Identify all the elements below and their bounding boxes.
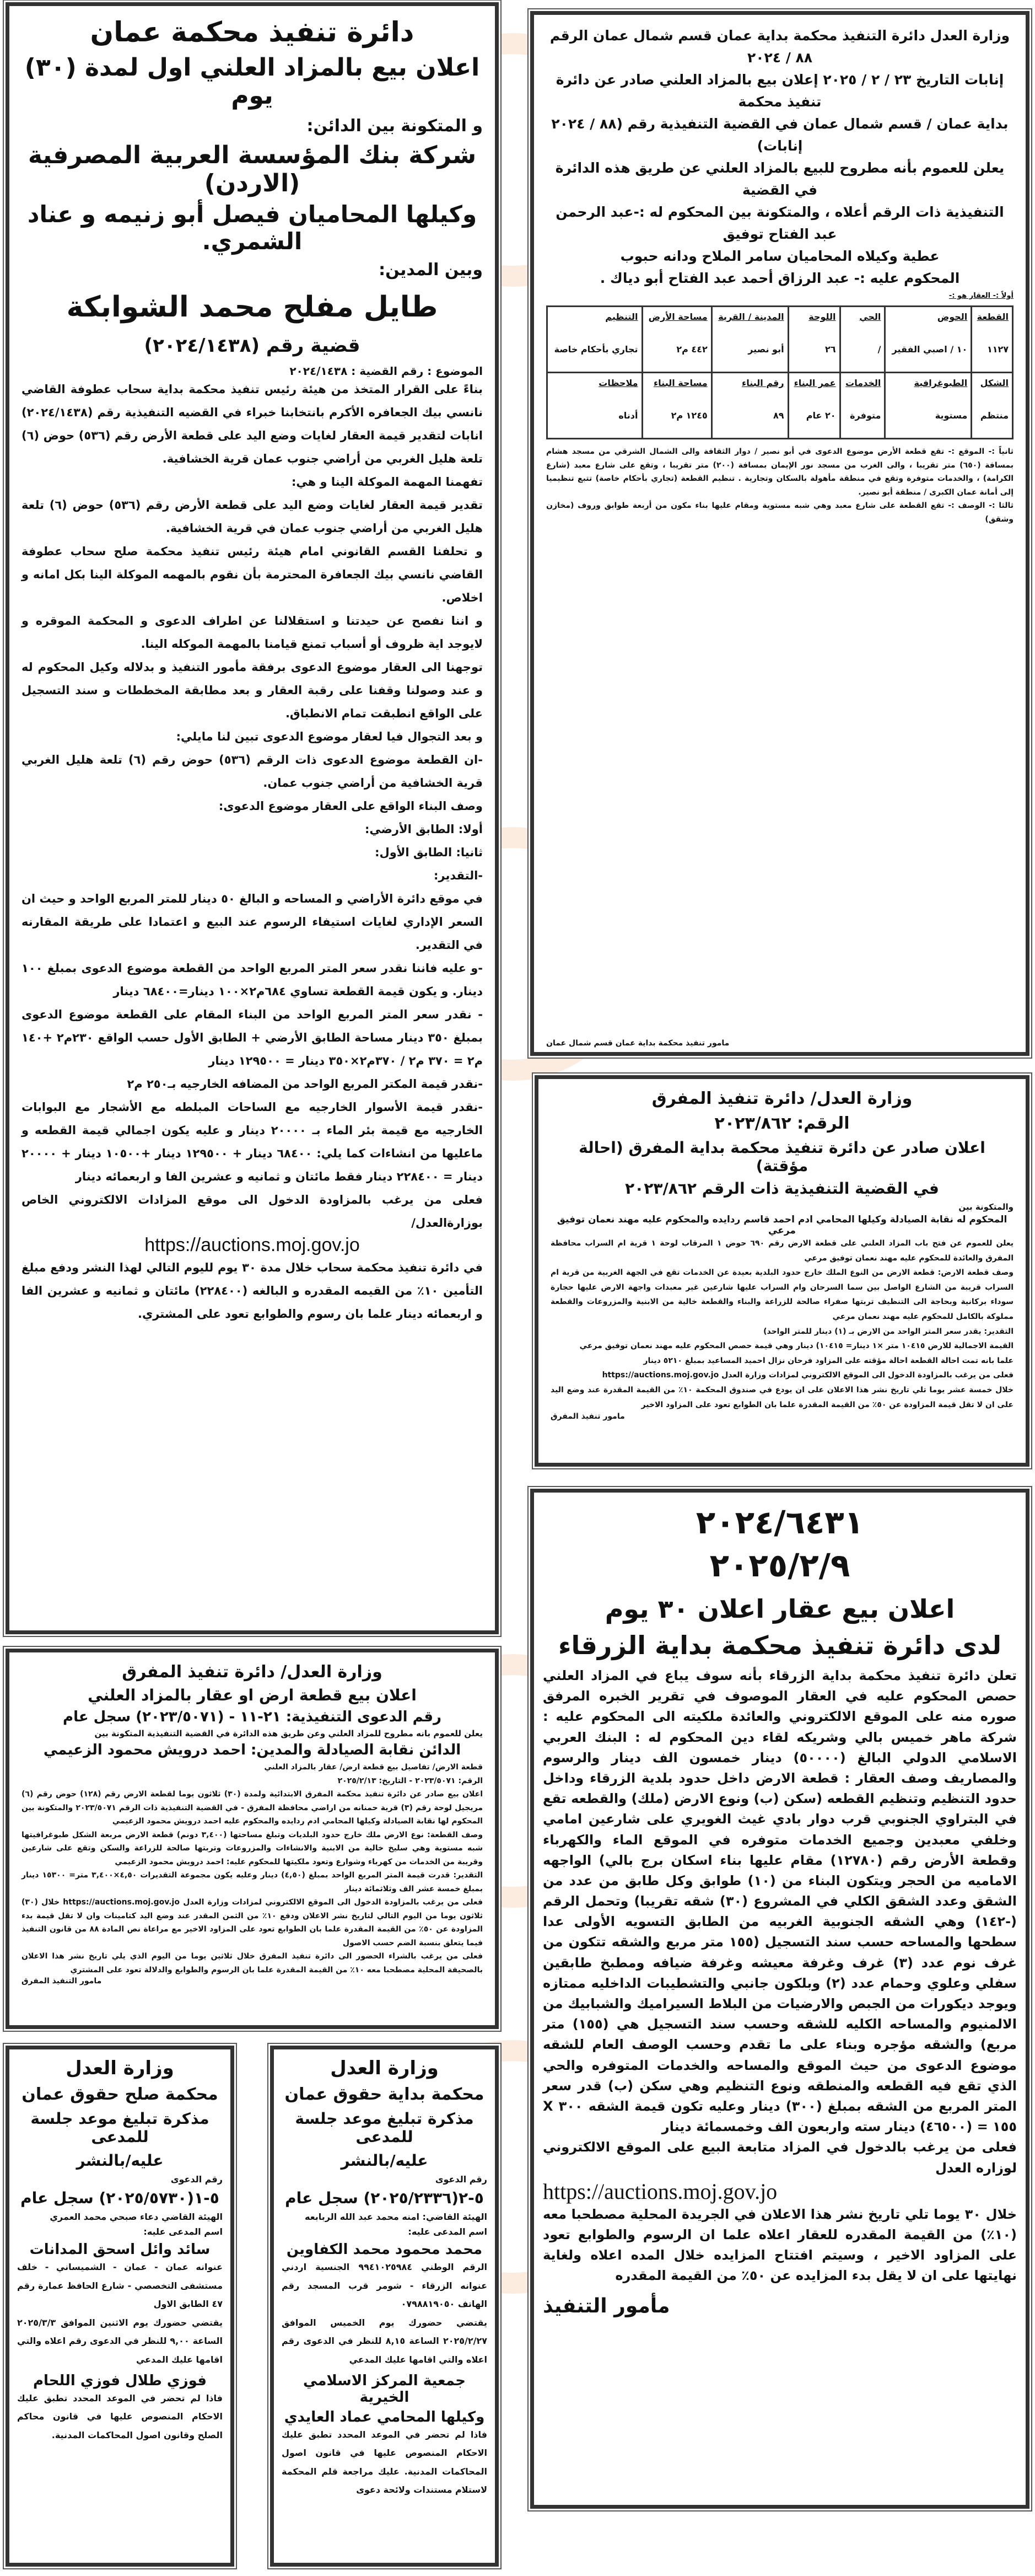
summons-type: مذكرة تبليغ موعد جلسة للمدعى xyxy=(295,2110,474,2146)
mafraq-862-notice xyxy=(535,1075,1029,1467)
body-paragraph: أولا: الطابق الأرضي: xyxy=(364,823,483,836)
notice-subtitle: في القضية التنفيذية ذات الرقم ٢٠٢٣/٨٦٢ xyxy=(625,1179,939,1198)
between-label: والمتكونة بين xyxy=(958,1202,1014,1212)
signature: مأمور التنفيذ xyxy=(543,2295,670,2318)
table-cell xyxy=(885,307,972,373)
summons-first-instance xyxy=(270,2046,499,2567)
table-row xyxy=(547,307,1013,373)
ministry: وزارة العدل xyxy=(330,2057,439,2079)
table-cell xyxy=(885,373,972,439)
intro-text: يعلن للعموم بانه مطروح للمزاد العلني وعن طريق هذه الدائرة في القضية التنفيذية المتكونة بين xyxy=(94,1729,483,1738)
column-header: مساحة البناء xyxy=(653,378,708,388)
cell-value: ١٠ / اصبي الفقير xyxy=(892,344,968,355)
cell-value: / xyxy=(877,344,881,355)
notice-title: وزارة العدل/ دائرة تنفيذ المفرق xyxy=(651,1089,913,1108)
column-header: الطبوغرافية xyxy=(914,378,968,388)
body-paragraph: و بعد التجوال فيا لعقار موضوع الدعوى تبين لنا مايلي: xyxy=(176,730,483,743)
heading-line: إنابات التاريخ ٢٣ / ٢ / ٢٠٢٥ إعلان بيع بالمزاد العلني صادر عن دائرة تنفيذ محكمة xyxy=(556,72,1004,110)
body-paragraph: تفهمنا المهمة الموكلة الينا و هي: xyxy=(291,475,483,489)
auction-url-link[interactable]: https://auctions.moj.gov.jo xyxy=(144,1235,360,1255)
table-cell xyxy=(547,307,643,373)
column-header: رقم البناء xyxy=(742,378,784,388)
body-paragraph: خلال خمسة عشر يوما تلي تاريخ نشر هذا الاعلان على ان يودع في صندوق المحكمة ١٠٪ من القيمة المقدرة عند وضع اليد على ان لا تقل قيمة المزاودة عن ٥٠٪ من القيمة المقدرة علما بان الطوابع تعود على المزاود الاخير xyxy=(551,1385,1014,1409)
auction-url-link[interactable]: https://auctions.moj.gov.jo xyxy=(543,2178,778,2204)
table-cell xyxy=(788,307,840,373)
column-header: اللوحة xyxy=(808,312,836,322)
summons-type: عليه/بالنشر xyxy=(76,2151,164,2170)
defendant-label: اسم المدعى عليه: xyxy=(408,2226,487,2237)
plaintiff-name: فوزي طلال فوزي اللحام xyxy=(33,2372,207,2389)
cell-value: متوفرة xyxy=(850,410,881,421)
summons-magistrate xyxy=(6,2046,234,2567)
column-header: عمر البناء xyxy=(794,378,836,388)
body-paragraph-list xyxy=(21,378,483,1235)
cell-value: أبو نصير xyxy=(748,344,784,355)
notice-subtitle: اعلان بيع بالمزاد العلني اول لمدة (٣٠) يوم xyxy=(24,53,480,110)
warning-text: فاذا لم تحضر في الموعد المحدد تطبق عليك الاحكام المنصوص عليها في قانون اصول المحاكمات المدنية. عليك مراجعة قلم المحكمة لاستلام مستندات ولائحة دعوى xyxy=(282,2429,487,2496)
summons-type: مذكرة تبليغ موعد جلسة للمدعى xyxy=(30,2110,209,2146)
column-header: الشكل xyxy=(980,378,1009,388)
body-paragraph: وصف القطعة: نوع الارض ملك خارج حدود البلديات وتبلغ مساحتها (٣,٤٠٠ دونم) قطعة الارض مربعة الشكل طبوغرافيتها شبه مستوية وهي سليخ خالية من الابنية والانشاءات والمزروعات وتربتها صالحة للزراعة والسكن وتقع على شارعين وقريبة من الخدمات من كهرباء وشوارع وتعود ملكيتها للمحكوم عليه: احمد درويش محمود الزعيمي xyxy=(21,1830,483,1866)
cell-value: منتظم xyxy=(980,410,1009,421)
judge: الهيئة القاضي: امنه محمد عبد الله الربابعه xyxy=(305,2212,487,2222)
debtor-label: وبين المدين: xyxy=(379,260,483,280)
subject-line: الموضوع : رقم القضية : ٢٠٢٤/١٤٣٨ xyxy=(289,364,483,378)
creditor-name: شركة بنك المؤسسة العربية المصرفية (الاردن) xyxy=(28,141,477,197)
parties: الدائن نقابة الصيادلة والمدين: احمد درويش محمود الزعيمي xyxy=(43,1742,461,1758)
case-number: ٢٠٢٤/٦٤٣١ xyxy=(696,1504,864,1541)
signature: مامور التنفيذ المفرق xyxy=(21,1977,102,1985)
closing-paragraph: خلال ٣٠ يوما تلي تاريخ نشر هذا الاعلان في الجريدة المحلية مصطحبا معه (١٠٪) من القيمة المقدره للعقار اعلاه علما ان الرسوم والطوابع تعود على المزاود الاخير ، وسيتم افتتاح المزايده خلال المده اعلاه ولغاية نهايتها على ان لا يقل بدء المزايده عن ٥٠٪ من القيمة المقدره xyxy=(543,2206,1017,2284)
case-label: رقم الدعوى xyxy=(170,2174,223,2185)
cell-value: ٢٠ عام xyxy=(806,410,836,421)
defendant-label: اسم المدعى عليه: xyxy=(143,2226,223,2237)
body-paragraph: ثانيا: الطابق الأول: xyxy=(375,846,483,859)
notice-number: الرقم: ٢٠٢٣/٨٦٢ xyxy=(714,1114,850,1133)
cell-value: ١١٢٧ xyxy=(987,344,1009,355)
mafraq-5071-notice xyxy=(6,1649,499,2029)
table-cell xyxy=(788,373,840,439)
table-cell xyxy=(972,373,1013,439)
body-paragraph: يعلن للعموم عن فتح باب المزاد العلني على قطعة الارض رقم ٦٩٠ حوض ١ المرقاب لوحة ١ قرية ام السراب محافظة المفرق والعائدة للمحكوم عليه مهند نعمان توفيق مرعي xyxy=(551,1239,1014,1263)
table-cell xyxy=(972,307,1013,373)
cell-value: ١٢٤٥ م٢ xyxy=(671,410,708,421)
case-number: رقم الدعوى التنفيذية: ٢١-١١ - (٢٠٢٣/٥٠٧١) سجل عام xyxy=(63,1709,441,1725)
heading-line: التنفيذية ذات الرقم أعلاه ، والمتكونة بين المحكوم له :-عبد الرحمن عبد الفتاح توفيق xyxy=(556,204,1004,242)
court-name: محكمة صلح حقوق عمان xyxy=(21,2085,218,2104)
heading-line: وزارة العدل دائرة التنفيذ محكمة بداية عمان قسم شمال عمان الرقم ٨٨ / ٢٠٢٤ xyxy=(549,28,1010,66)
body-paragraph: توجهنا الى العقار موضوع الدعوى برفقة مأمور التنفيذ و بدلاله وكيل المحكوم له و عند وصولنا وقفنا على رقبة العقار و بعد مطابقة المخططات و سند التسجيل على الواقع انطبقت تمام الانطباق. xyxy=(21,661,483,720)
case-number: قضية رقم (٢٠٢٤/١٤٣٨) xyxy=(144,335,360,357)
heading-line: عطية وكيلاه المحاميان سامر الملاح ودانه حبوب xyxy=(620,248,940,264)
notice-subtitle: اعلان بيع قطعة ارض او عقار بالمزاد العلني xyxy=(88,1686,417,1704)
judge: الهيئة القاضي دعاء صبحي محمد العمري xyxy=(50,2212,223,2222)
notice-title: دائرة تنفيذ محكمة عمان xyxy=(90,16,414,48)
body-paragraph: بناءً على القرار المتخذ من هيئة رئيس تنفيذ محكمة بداية سحاب عطوفة القاضي نانسي بيك الجعافره الأكرم بانتخابنا خبراء في القضيه التنفيذية رقم (٢٠٢٤/١٤٣٨) انابات لتقدير قيمة العقار لغايات وضع اليد على قطعة الأرض رقم (٥٣٦) حوض (٦) تلعة هليل الغربي من أراضي جنوب عمان قرية الخشافية. xyxy=(21,383,483,465)
heading-line: المحكوم عليه :- عبد الرزاق أحمد عبد الفتاح أبو دياك . xyxy=(600,270,960,286)
notice-subtitle: لدى دائرة تنفيذ محكمة بداية الزرقاء xyxy=(558,1630,1001,1660)
body-paragraph: في موقع دائرة الأراضي و المساحه و البالغ ٥٠ دينار للمتر المربع الواحد و حيث ان السعر الإداري لغايات استيفاء الرسوم عند البيع و اعتمادا على طريقة المقارنه في التقدير. xyxy=(21,892,483,952)
table-cell xyxy=(547,373,643,439)
zarqa-auction-notice xyxy=(530,1489,1029,2509)
body-paragraph-list xyxy=(551,1236,1014,1412)
defendant-name: سائد وائل اسحق المدانات xyxy=(29,2241,211,2258)
body-paragraph: ثانياً :- الموقع :- تقع قطعة الأرض موضوع الدعوى في أبو نصير / دوار الثقافة والى الشمال الشرقي من مسجد هشام بمسافة (٦٥٠) متر تقريبا ، والى الغرب من مسجد نور الإيمان بمسافة (٢٠٠) متر تقريبا ، وتقع على شارع معبد (شارع الكرامة) ، والخدمات متوفرة وتقع في منطقة مأهولة بالسكان وتجارية . تنظيم القطعة (تجاري بأحكام خاصة) تتبع تنظيميا إلى أمانة عمان الكبرى / منطقة أبو نصير. xyxy=(546,447,1014,497)
closing-paragraph: في دائرة تنفيذ محكمة سحاب خلال مدة ٣٠ يوم لليوم التالي لهذا النشر ودفع مبلغ التأمين ١٠٪ من القيمه المقدره و البالغه (٢٢٨٤٠٠) مائتان و ثمانيه و عشرين الفا و اربعمائه دينار علما بان رسوم والطوابع تعود على المشتري. xyxy=(21,1261,483,1321)
body-paragraph: و تحلفنا القسم القانوني امام هيئة رئيس تنفيذ محكمة صلح سحاب عطوفة القاضي نانسي بيك الجعافرة المحترمة بأن نقوم بالمهمه الموكلة الينا بكل امانه و اخلاص. xyxy=(21,545,483,604)
body-paragraph: فعلى من يرغب بالمزاودة الدخول الى الموقع الالكتروني لمزادات وزارة العدل https://auctions.moj.gov.jo خلال (٣٠) ثلاثون يوما من اليوم التالي لتاريخ نشر الاعلان ودفع ١٠٪ من الثمن المقدر عند وضع اليد كتامينات وان لا تقل قيمة بدء المزاودة عن ٥٠٪ من القيمة المقدرة علما بان الطوابع تعود على المزاود الاخير مع مراعاة نص المادة ٨٨ من قانون التنفيذ فيما يتعلق بنسبة الضم حسب الاصول xyxy=(21,1898,483,1947)
creditor-agents: وكيلها المحاميان فيصل أبو زنيمه و عناد الشمري. xyxy=(27,201,477,255)
body-paragraph: علما بانه تمت احالة القطعة احالة مؤقته على المزاود فرحان نزال احميد المساعيد بمبلغ ٥٢١٠ دينار xyxy=(643,1356,1014,1365)
cell-value: ٨٩ xyxy=(773,410,784,421)
body-paragraph: -التقدير: xyxy=(434,869,483,882)
body-paragraph: - نقدر سعر المتر المربع الواحد من البناء المقام على القطعة موضوع الدعوى بمبلغ ٣٥٠ دينار مساحة الطابق الأرضي + الطابق الأول حسب الواقع ٢٣٠م٢ +١٤٠ م٢ = ٣٧٠ م٢ / ٣٧٠م٢×٣٥٠ دينار = ١٢٩٥٠٠ دينار xyxy=(21,1008,483,1067)
table-cell xyxy=(840,373,885,439)
body-paragraph: تعلن دائرة تنفيذ محكمة بداية الزرقاء بأنه سوف يباع في المزاد العلني حصص المحكوم عليه في العقار الموصوف في تقرير الخبره المرفق صوره منه على الموقع الالكتروني والعائدة ملكيته الى المحكوم عليه : شركة ماهر خميس بالي وشريكه لقاء دين المحكوم له : البنك العربي الاسلامي الدولي البالغ (٥٠٠٠٠) دينار خمسون الف دينار والرسوم والمصاريف وصف العقار : قطعة الارض داخل حدود بلدية الزرقاء وداخل حدود التنظيم وتنظيم القطعه (سكن (ب) ونوع الارض (ملك) والقطعه تقع في البتراوي الجنوبي قرب دوار بادي غيث الغويري على شارعين امامي وخلفي معبدين وجميع الخدمات متوفره في الموقع الماء والكهرباء وقطعة الأرض رقم (١٢٧٨٠) مقام عليها بناء اسكان برج بالي) الواجهه الاماميه من الحجر ويتكون البناء من (١٠) طوابق وكل طابق من عدد من الشقق وعدد الشقق الكلي في المشروع (٣٠) شقه تقريبا) وتحمل الرقم (-١٤٢) وهي الشقه الجنوبية الغربيه من الطابق التسويه الأولى عدا سطحها والمساحه حسب سند التسجيل (١٥٥ متر مربع والشقه تتكون من غرف نوم عدد (٣) غرف وغرفة معيشه وغرفة ضيافه ومطبخ طابقين سفلي وعلوي وحمام عدد (٢) وبلكون جانبي والتشطيبات الداخليه ممتازه ويوجد ديكورات من الجبص والارضيات من البلاط السيراميك والشبابيك من الالمنيوم والمساحه الكليه للشقه وحسب سند التسجيل هي (١٥٥) متر مربع) والشقه مؤجره وبناء على ما تقدم وحسب الوصف العام للشقه موضوع الدعوى من حيث الموقع والمساحه والخدمات المتوفره والحي الذي تقع فيه القطعه والمنطقه ونوع التنظيم وهي سكن (ب) قدر سعر المتر المربع من الشقه بمبلغ (٣٠٠) دينار وعليه تكون قيمة الشقه ٣٠٠ X ١٥٥ = (٤٦٥٠٠) دينار سته واربعون الف وخمسمائة دينار xyxy=(543,1668,1017,2135)
cell-value: ٤٤٢ م٢ xyxy=(676,344,708,355)
signature: مامور تنفيذ المفرق xyxy=(551,1412,625,1421)
heading-line-list xyxy=(546,25,1014,289)
body-paragraph: الرقم: ٢٠٢٣/٥٠٧١ - التاريخ: ٢٠٢٥/٢/١٣ xyxy=(337,1776,483,1785)
north-amman-notice xyxy=(530,11,1029,1056)
heading-line: يعلن للعموم بأنه مطروح للبيع بالمزاد العلني عن طريق هذه الدائرة في القضية xyxy=(555,160,1005,198)
body-paragraph: -ان القطعة موضوع الدعوى ذات الرقم (٥٣٦) حوض رقم (٦) تلعة هليل الغربي قرية الخشافية من أراضي جنوب عمان. xyxy=(21,753,483,790)
body-paragraph: فعلى من يرغب بالشراء الحضور الى دائرة تنفيذ المفرق خلال ثلاثين يوما من اليوم الذي يلي تاريخ نشر هذا الاعلان بالصحيفة المحلية مصطحبا معه ١٠٪ من القيمة المقدرة علما بان الرسوم والطوابع والدلالة تعود على المشتري xyxy=(21,1952,483,1974)
body-paragraph: التقدير: يقدر سعر المتر الواحد من الارض بـ (١) دينار للمتر الواحد) xyxy=(763,1327,1014,1336)
summons-type: عليه/بالنشر xyxy=(341,2151,428,2170)
cell-value: تجاري بأحكام خاصة xyxy=(554,344,638,355)
column-header: الحي xyxy=(859,312,881,322)
hearing-details: يقتضي حضورك يوم الخميس الموافق ٢٠٢٥/٢/٢٧ الساعة ٨,١٥ للنظر في الدعوى رقم اعلاه والتي اقامها عليك المدعي xyxy=(282,2317,487,2365)
table-cell xyxy=(840,307,885,373)
body-paragraph-list xyxy=(546,445,1014,526)
body-paragraph: -و عليه فاننا نقدر سعر المتر المربع الواحد من القطعة موضوع الدعوى بمبلغ ١٠٠ دينار. و يكون قيمة القطعة تساوي ٦٨٤م٢×١٠٠ دينار=٦٨٤٠٠ دينار xyxy=(21,962,483,998)
table-cell xyxy=(711,373,788,439)
defendant-details: الرقم الوطني ٩٩٤١٠٢٥٩٨٤ الجنسية اردني عنوانه الزرقاء - شومر قرب المسجد رقم الهاتف ٠٧٩٨٨١٩٠٥٠ xyxy=(282,2262,488,2310)
body-paragraph: وصف البناء الواقع على العقار موضوع الدعوى: xyxy=(218,799,483,813)
hearing-details: يقتضي حضورك يوم الاثنين الموافق ٢٠٢٥/٣/٣ الساعة ٩,٠٠ للنظر في الدعوى رقم اعلاه والتي اقامها عليك المدعي xyxy=(17,2317,223,2365)
court-name: محكمة بداية حقوق عمان xyxy=(284,2085,484,2104)
cell-value: أدناه xyxy=(618,410,638,421)
body-paragraph: -نقدر قيمة المكتر المربع الواحد من المضافه الخارجيه بـ٢٥٠ م٢ xyxy=(127,1077,483,1091)
body-paragraph: ثالثا :- الوصف :- تقع القطعة على شارع معبد وهي شبه مستوية ومقام عليها بناء مكون من أربعة طوابق وروف (مخازن وشقق) xyxy=(546,501,1014,524)
plaintiff-agent: وكيلها المحامي عماد العايدي xyxy=(284,2408,485,2425)
table-cell xyxy=(642,373,711,439)
column-header: ملاحظات xyxy=(599,378,638,388)
body-paragraph: القيمة الاجمالية للارض ١٠٤١٥ متر ×١ دينار= ١٠٤١٥) دينار وهي قيمة حصص المحكوم عليه مهند نعمان توفيق مرعي xyxy=(579,1341,1014,1351)
body-paragraph: اعلان بيع صادر عن دائرة تنفيذ محكمة المفرق الابتدائية ولمدة (٣٠) ثلاثون يوما لقطعة الارض رقم (١٢٨) حوض رقم (٦) مريجيل لوحة رقم (٣) قرية حمنانه من اراضي محافظة المفرق - في القضية التنفيذية ذات الرقم ٢٠٢٣/٥٠٧١ والمتكونة بين المحكوم لها نقابة الصيادلة وكيلها المحامي ادم ردايده والمحكوم عليه احمد درويش محمود الزعيمي xyxy=(21,1790,483,1826)
column-header: الخدمات xyxy=(845,378,881,388)
table-cell xyxy=(642,307,711,373)
case-number: ٥-١(٢٠٢٥/٥٧٣٠) سجل عام xyxy=(20,2189,219,2207)
case-number: ٥-٢(٢٠٢٥/٢٣٣٦) سجل عام xyxy=(285,2189,484,2207)
body-paragraph: التقدير: قدرت قيمة المتر المربع الواحد بمبلغ (٤,٥٠) دينار وعليه يكون مجموعة التقديرات ٤,٥٠×٣,٤٠٠ متر= ١٥٣٠٠ دينار بمبلغ خمسة عشر الف وثلاثمائة دينار xyxy=(21,1871,483,1893)
bid-intro: فعلى من يرغب بالدخول في المزاد متابعة البيع على الموقع الالكتروني لوزاره العدل xyxy=(543,2139,1017,2176)
column-header: التنظيم xyxy=(605,312,638,322)
body-paragraph: فعلى من يرغب بالمزاودة الدخول الى موقع المزادات الالكتروني الخاص بوزارةالعدل/ xyxy=(21,1193,483,1230)
column-header: الحوض xyxy=(937,312,968,322)
column-header: القطعة xyxy=(977,312,1009,322)
defendant-name: محمد محمود محمد الكفاوين xyxy=(286,2241,483,2258)
table-cell xyxy=(711,307,788,373)
body-paragraph: قطعة الارض/ تفاصيل بيع قطعة ارض/ عقار بالمزاد العلني xyxy=(264,1763,483,1772)
amman-auction-notice xyxy=(6,2,499,1634)
heading-line: بداية عمان / قسم شمال عمان في القضية التنفيذية رقم (٨٨ / ٢٠٢٤ إنابات) xyxy=(551,116,1009,154)
notice-title: اعلان بيع عقار اعلان ٣٠ يوم xyxy=(605,1594,955,1624)
parties: المحكوم له نقابة الصيادلة وكيلها المحامي ادم احمد قاسم ردايده والمحكوم عليه مهند نعمان توفيق مرعي xyxy=(557,1214,1007,1236)
property-table xyxy=(546,305,1014,439)
notice-date: ٢٠٢٥/٢/٩ xyxy=(709,1547,850,1584)
body-paragraph: -نقدر قيمة الأسوار الخارجيه مع الساحات المبلطه مع الأشجار مع البوابات الخارجيه مع قيمة بئر الماء بـ ٢٠٠٠٠ دينار و عليه يكون اجمالي قيمة القطعه و ماعليها من انشاءات كما يلي: ٦٨٤٠٠ دينار + ١٢٩٥٠٠ دينار +١٠٥٠٠ دينار + ٢٠٠٠٠ دينار = ٢٢٨٤٠٠ دينار فقط مائتان و ثمانيه و عشرين الفا و اربعمائه دينار xyxy=(21,1101,483,1183)
body-paragraph: و اننا نفصح عن حيدتنا و استقلالنا عن اطراف الدعوى و المحكمة الموقره و لايوجد اية ظروف أو أسباب تمنع قيامنا بالمهمة الموكله الينا. xyxy=(21,614,483,651)
notice-subtitle: اعلان صادر عن دائرة تنفيذ محكمة بداية المفرق (احالة مؤقتة) xyxy=(579,1139,985,1175)
cell-value: ٢٦ xyxy=(824,344,836,355)
body-paragraph: فعلى من يرغب بالمزاودة الدخول الى الموقع الالكتروني لمزادات وزارة العدل https://auctions.moj.gov.jo xyxy=(602,1371,1014,1380)
debtor-name: طايل مفلح محمد الشوابكة xyxy=(66,291,438,324)
signature: مامور تنفيذ محكمة بداية عمان قسم شمال عمان xyxy=(546,1039,730,1048)
body-paragraph-list xyxy=(21,1761,483,1977)
column-header: مساحة الأرض xyxy=(648,312,708,322)
column-header: المدينة / القرية xyxy=(718,312,784,322)
case-label: رقم الدعوى xyxy=(435,2174,487,2185)
defendant-details: عنوانه عمان - عمان - الشميساني - خلف مستشفى التخصصي - شارع الحافظ عمارة رقم ٤٧ الطابق الاول xyxy=(17,2262,223,2310)
ministry: وزارة العدل xyxy=(66,2057,174,2079)
body-paragraph: وصف قطعة الارض: قطعة الارض من النوع الملك خارج حدود البلدية بعيدة عن الخدمات تقع في الجهة الغربية من قرية ام السراب قريبة من الشارع الواصل بين سما السرحان وام السراب عليها شارعين غير معبدات واجهة الارض عليها حجارة سوداء بركانية وبحاجة الى التنظيف تربتها صفراء صالحة للزراعة والبناء والقطعة خالية من الابنية والمزروعات والقطعة مملوكة بالكامل للمحكوم عليه مهند نعمان مرعي xyxy=(551,1268,1014,1321)
cell-value: مستوية xyxy=(935,410,968,421)
plaintiff-name: جمعية المركز الاسلامي الخيرية xyxy=(303,2372,466,2406)
warning-text: فاذا لم تحضر في الموعد المحدد تطبق عليك الاحكام المنصوص عليها في قانون محاكم الصلح وقانون اصول المحاكمات المدنية. xyxy=(17,2392,223,2440)
creditor-label: و المتكونة بين الدائن: xyxy=(306,116,483,136)
body-paragraph: تقدير قيمة العقار لغايات وضع اليد على قطعة الأرض رقم (٥٣٦) حوض (٦) تلعة هليل الغربي من أراضي جنوب عمان في قرية الخشافية. xyxy=(21,498,483,535)
table-row xyxy=(547,373,1013,439)
notice-title: وزارة العدل/ دائرة تنفيذ المفرق xyxy=(122,1662,382,1682)
section-label: أولاً :- العقار هو :- xyxy=(948,292,1014,300)
